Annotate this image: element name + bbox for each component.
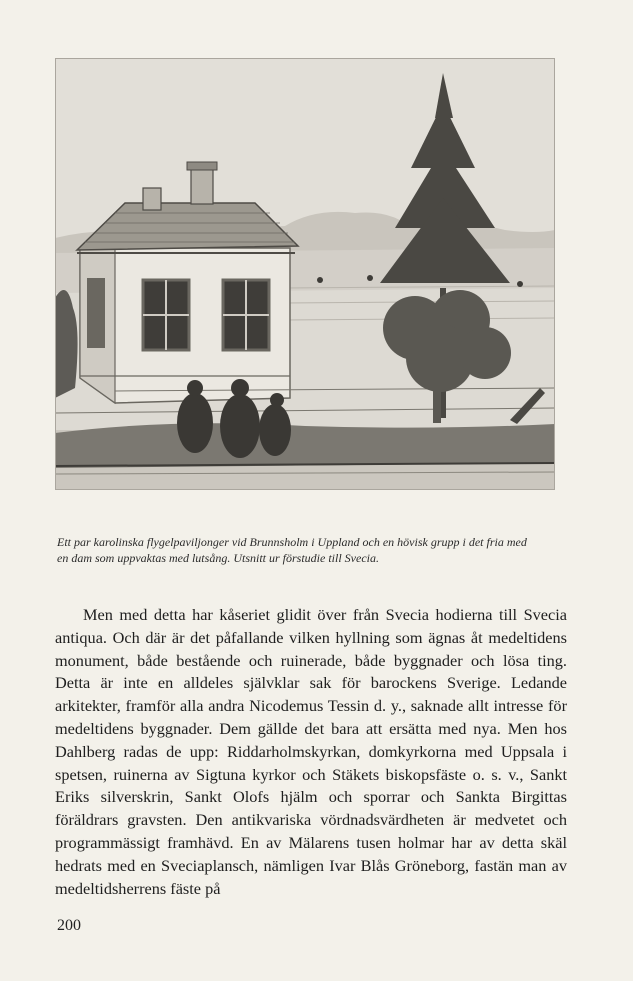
pavilion-illustration (55, 58, 555, 490)
illustration-plate (55, 58, 555, 490)
body-paragraph: Men med detta har kåseriet glidit över från Svecia hodierna till Svecia antiqua. Och där är det påfallande vilken hyllning som ägnas åt medeltidens monument, både bestående och ruinerade, både byggnader och lösa ting. Detta är inte en alldeles självklar sak för barockens Sverige. Ledande arkitekter, framför alla andra Nicodemus Tessin d. y., saknade allt intresse för medeltidens byggnader. Dem gällde det bara att ersätta med nya. Men hos Dahlberg radas de upp: Riddarholmskyrkan, domkyrkorna med Uppsala i spetsen, ruinerna av Sigtuna kyrkor och Stäkets biskopsfäste o. s. v., Sankt Eriks silverskrin, Sankt Olofs hjälm och sporrar och Sankta Birgittas föräldrars gravsten. Den antikvariska vördnadsvärdheten är medvetet och programmässigt framhävd. En av Mälarens tusen holmar har av detta skäl hedrats med en Sveciaplansch, nämligen Ivar Blås Gröneborg, fastän man av medeltidsherrens fäste på (55, 605, 567, 898)
figure-caption: Ett par karolinska flygelpaviljonger vid Brunnsholm i Uppland och en hövisk grupp i det fria med en dam som uppvaktas med lutsång. Utsnitt ur förstudie till Svecia. (57, 535, 527, 565)
page-number: 200 (57, 917, 81, 934)
